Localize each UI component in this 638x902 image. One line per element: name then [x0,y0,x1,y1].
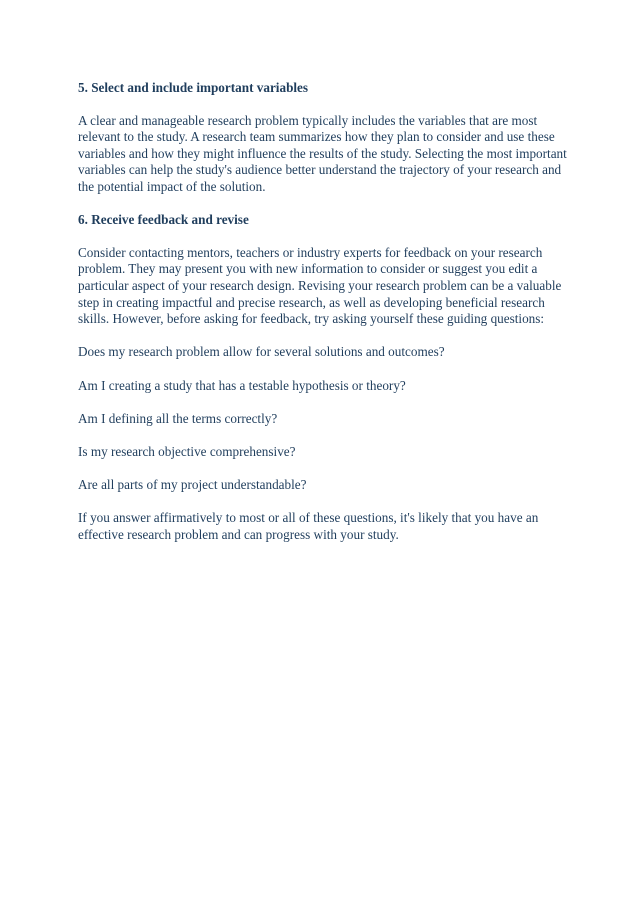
section-heading: 5. Select and include important variables [78,80,309,95]
body-paragraph: If you answer affirmatively to most or all of these questions, it's likely that you have an effective research problem and can progress with your study. [78,510,539,542]
guiding-question: Does my research problem allow for several solutions and outcomes? [78,344,445,360]
body-paragraph: Consider contacting mentors, teachers or industry experts for feedback on your research problem. They may present you with new information to consider or suggest you edit a particular aspect of your research design. Revising your research problem can be a valuable step in creating impactful and precise research, as well as developing beneficial research skills. However, before asking for feedback, try asking yourself these guiding questions: [78,244,562,327]
section-select-variables [78,80,578,196]
body-paragraph: A clear and manageable research problem typically includes the variables that are most relevant to the study. A research team summarizes how they plan to consider and use these variables and how they might influence the results of the study. Selecting the most important variables can help the study's audience better understand the trajectory of your research and the potential impact of the solution. [78,112,567,194]
guiding-question: Are all parts of my project understandable? [78,477,307,493]
section-feedback-revise [78,212,578,543]
guiding-question: Am I defining all the terms correctly? [78,410,278,426]
guiding-question: Am I creating a study that has a testable hypothesis or theory? [78,377,406,393]
guiding-question: Is my research objective comprehensive? [78,443,296,459]
section-heading: 6. Receive feedback and revise [78,212,249,228]
